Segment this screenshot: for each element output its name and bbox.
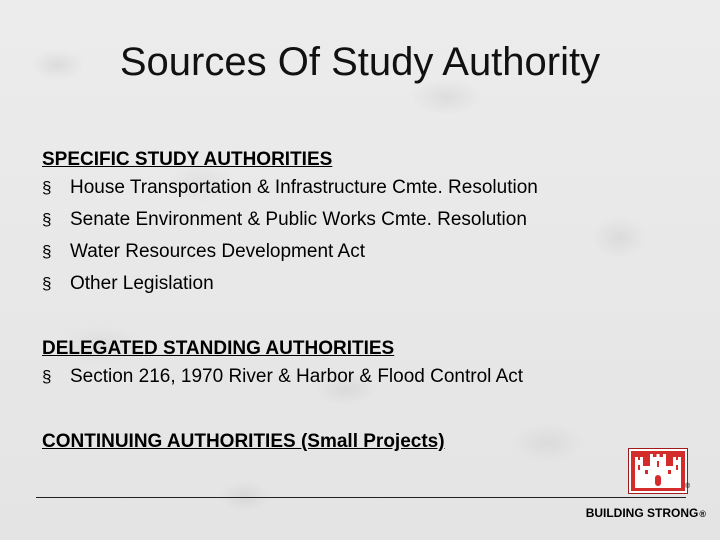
section-heading: SPECIFIC STUDY AUTHORITIES (42, 149, 333, 170)
castle-icon (629, 449, 687, 493)
list-item (42, 172, 682, 204)
bullet-icon: § (42, 242, 52, 261)
list-item (42, 268, 682, 300)
footer-tagline (586, 506, 706, 520)
footer-divider (36, 497, 686, 498)
list-item (42, 236, 682, 268)
bullet-icon: § (42, 367, 52, 386)
list-item-text: Section 216, 1970 River & Harbor & Flood Control Act (70, 366, 524, 387)
section-delegated-standing-authorities (42, 336, 682, 393)
section-heading: DELEGATED STANDING AUTHORITIES (42, 338, 395, 359)
list-item-text: Other Legislation (70, 273, 214, 294)
list-item (42, 361, 682, 393)
list-item-text: Water Resources Development Act (70, 241, 365, 262)
slide-title: Sources Of Study Authority (119, 40, 601, 84)
bullet-icon: § (42, 178, 52, 197)
list-item (42, 204, 682, 236)
section-heading: CONTINUING AUTHORITIES (Small Projects) (42, 431, 445, 452)
castle-icon-graphic (631, 451, 685, 491)
list-item-text: Senate Environment & Public Works Cmte. Resolution (70, 209, 527, 230)
section-continuing-authorities (42, 429, 682, 454)
footer-text: BUILDING STRONG (585, 506, 699, 520)
bullet-icon: § (42, 274, 52, 293)
logo-registered-mark: ® (685, 483, 691, 490)
slide-content (42, 147, 682, 490)
section-specific-study-authorities (42, 147, 682, 300)
list-item-text: House Transportation & Infrastructure Cmte. Resolution (70, 177, 538, 198)
registered-mark: ® (699, 509, 706, 519)
bullet-icon: § (42, 210, 52, 229)
